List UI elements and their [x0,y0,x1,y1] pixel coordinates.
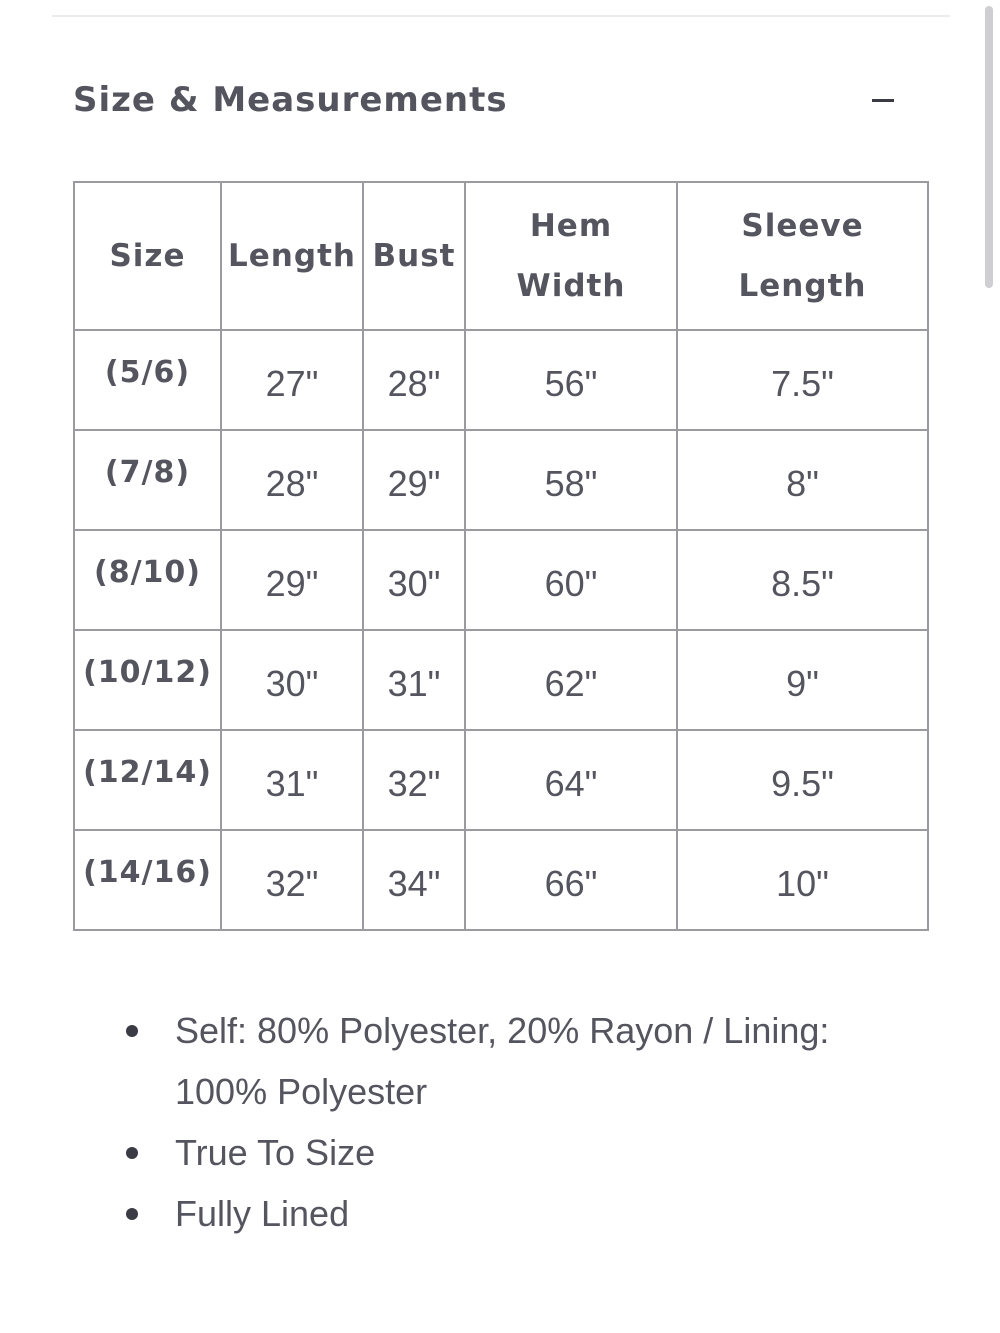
header-sleeve-length: Sleeve Length [677,182,928,330]
length-cell: 29" [221,530,363,630]
header-length: Length [221,182,363,330]
size-chart-table [73,181,929,931]
size-cell: (12/14) [74,730,221,830]
size-measurements-header[interactable] [73,72,903,128]
table-row [74,630,928,730]
minus-icon [872,99,894,102]
hem-width-cell: 56" [465,330,677,430]
hem-width-cell: 58" [465,430,677,530]
scrollbar-thumb[interactable] [985,6,993,288]
sleeve-length-cell: 9" [677,630,928,730]
sleeve-length-cell: 10" [677,830,928,930]
size-cell: (10/12) [74,630,221,730]
section-title: Size & Measurements [73,80,508,120]
header-size: Size [74,182,221,330]
size-cell: (14/16) [74,830,221,930]
feature-text: Self: 80% Polyester, 20% Rayon / Lining: 100% Polyester [175,1010,830,1112]
table-row [74,830,928,930]
bullet-icon [126,1208,138,1220]
bust-cell: 34" [363,830,465,930]
list-item [120,1000,880,1122]
size-cell: (5/6) [74,330,221,430]
length-cell: 30" [221,630,363,730]
top-divider [52,15,950,17]
list-item [120,1122,880,1183]
table-header-row [74,182,928,330]
length-cell: 28" [221,430,363,530]
bust-cell: 31" [363,630,465,730]
table-row [74,730,928,830]
bust-cell: 28" [363,330,465,430]
bullet-icon [126,1025,138,1037]
feature-list [120,1000,880,1244]
length-cell: 32" [221,830,363,930]
length-cell: 31" [221,730,363,830]
table-row [74,330,928,430]
feature-text: True To Size [175,1132,376,1173]
size-cell: (8/10) [74,530,221,630]
bullet-icon [126,1147,138,1159]
bust-cell: 30" [363,530,465,630]
hem-width-cell: 62" [465,630,677,730]
bust-cell: 32" [363,730,465,830]
length-cell: 27" [221,330,363,430]
header-hem-width: Hem Width [465,182,677,330]
size-cell: (7/8) [74,430,221,530]
sleeve-length-cell: 7.5" [677,330,928,430]
hem-width-cell: 66" [465,830,677,930]
feature-text: Fully Lined [175,1193,350,1234]
collapse-toggle-button[interactable] [863,80,903,120]
list-item [120,1183,880,1244]
sleeve-length-cell: 9.5" [677,730,928,830]
hem-width-cell: 60" [465,530,677,630]
sleeve-length-cell: 8" [677,430,928,530]
table-row [74,430,928,530]
header-bust: Bust [363,182,465,330]
bust-cell: 29" [363,430,465,530]
sleeve-length-cell: 8.5" [677,530,928,630]
hem-width-cell: 64" [465,730,677,830]
table-row [74,530,928,630]
